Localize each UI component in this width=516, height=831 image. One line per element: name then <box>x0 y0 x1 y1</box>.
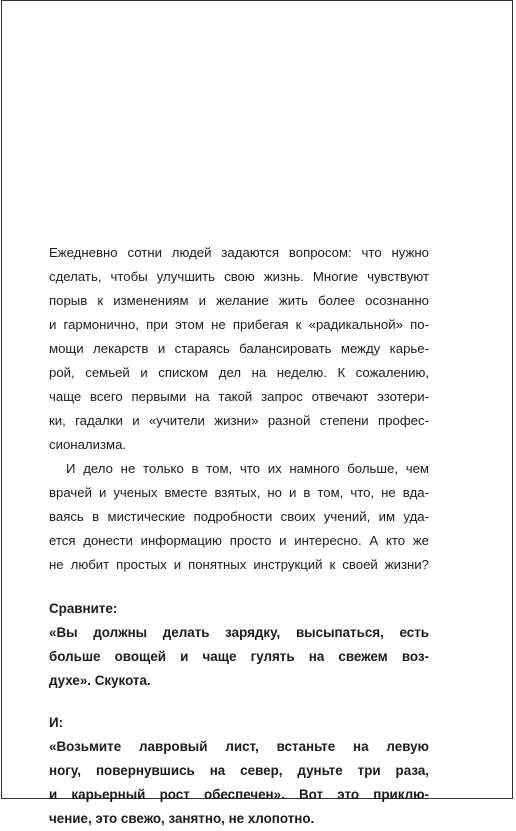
text-line: рой, семьей и списком дел на неделю. К сожалению, <box>49 365 429 380</box>
text-line: и гармонично, при этом не прибегая к «радикальной» по- <box>49 317 429 332</box>
text-line: чаще всего первыми на такой запрос отвечают эзотери- <box>49 389 429 404</box>
paragraph-1 <box>49 241 429 457</box>
text-line: ваясь в мистические подробности своих учений, им уда- <box>49 509 429 524</box>
text-line: сионализма. <box>49 437 127 452</box>
compare-heading: Сравните: <box>49 601 118 616</box>
paragraph-2 <box>49 457 429 577</box>
book-page <box>1 0 513 826</box>
text-line: врачей и ученых вместе взятых, но и в том, что, не вда- <box>49 485 429 500</box>
text-line: ется донести информацию просто и интересно. А кто же <box>49 533 429 548</box>
text-line: мощи лекарств и стараясь балансировать между карье- <box>49 341 429 356</box>
quote-line: «Возьмите лавровый лист, встаньте на левую <box>49 739 429 754</box>
page-text <box>49 241 429 831</box>
text-line: Ежедневно сотни людей задаются вопросом: что нужно <box>49 245 429 260</box>
comparison-block-2 <box>49 711 429 831</box>
quote-line: и карьерный рост обеспечен». Вот это приклю- <box>49 787 429 802</box>
text-line: И дело не только в том, что их намного больше, чем <box>66 461 429 476</box>
comparison-block-1 <box>49 597 429 693</box>
quote-line: чение, это свежо, занятно, не хлопотно. <box>49 811 315 826</box>
text-line: не любит простых и понятных инструкций к своей жизни? <box>49 557 429 572</box>
and-heading: И: <box>49 715 64 730</box>
text-line: сделать, чтобы улучшить свою жизнь. Многие чувствуют <box>49 269 429 284</box>
quote-line: духе». Скукота. <box>49 673 151 688</box>
text-line: порыв к изменениям и желание жить более осознанно <box>49 293 429 308</box>
quote-line: больше овощей и чаще гулять на свежем воз- <box>49 649 429 664</box>
text-line: ки, гадалки и «учители жизни» разной степени профес- <box>49 413 429 428</box>
quote-line: ногу, повернувшись на север, дуньте три раза, <box>49 763 429 778</box>
quote-line: «Вы должны делать зарядку, высыпаться, есть <box>49 625 429 640</box>
